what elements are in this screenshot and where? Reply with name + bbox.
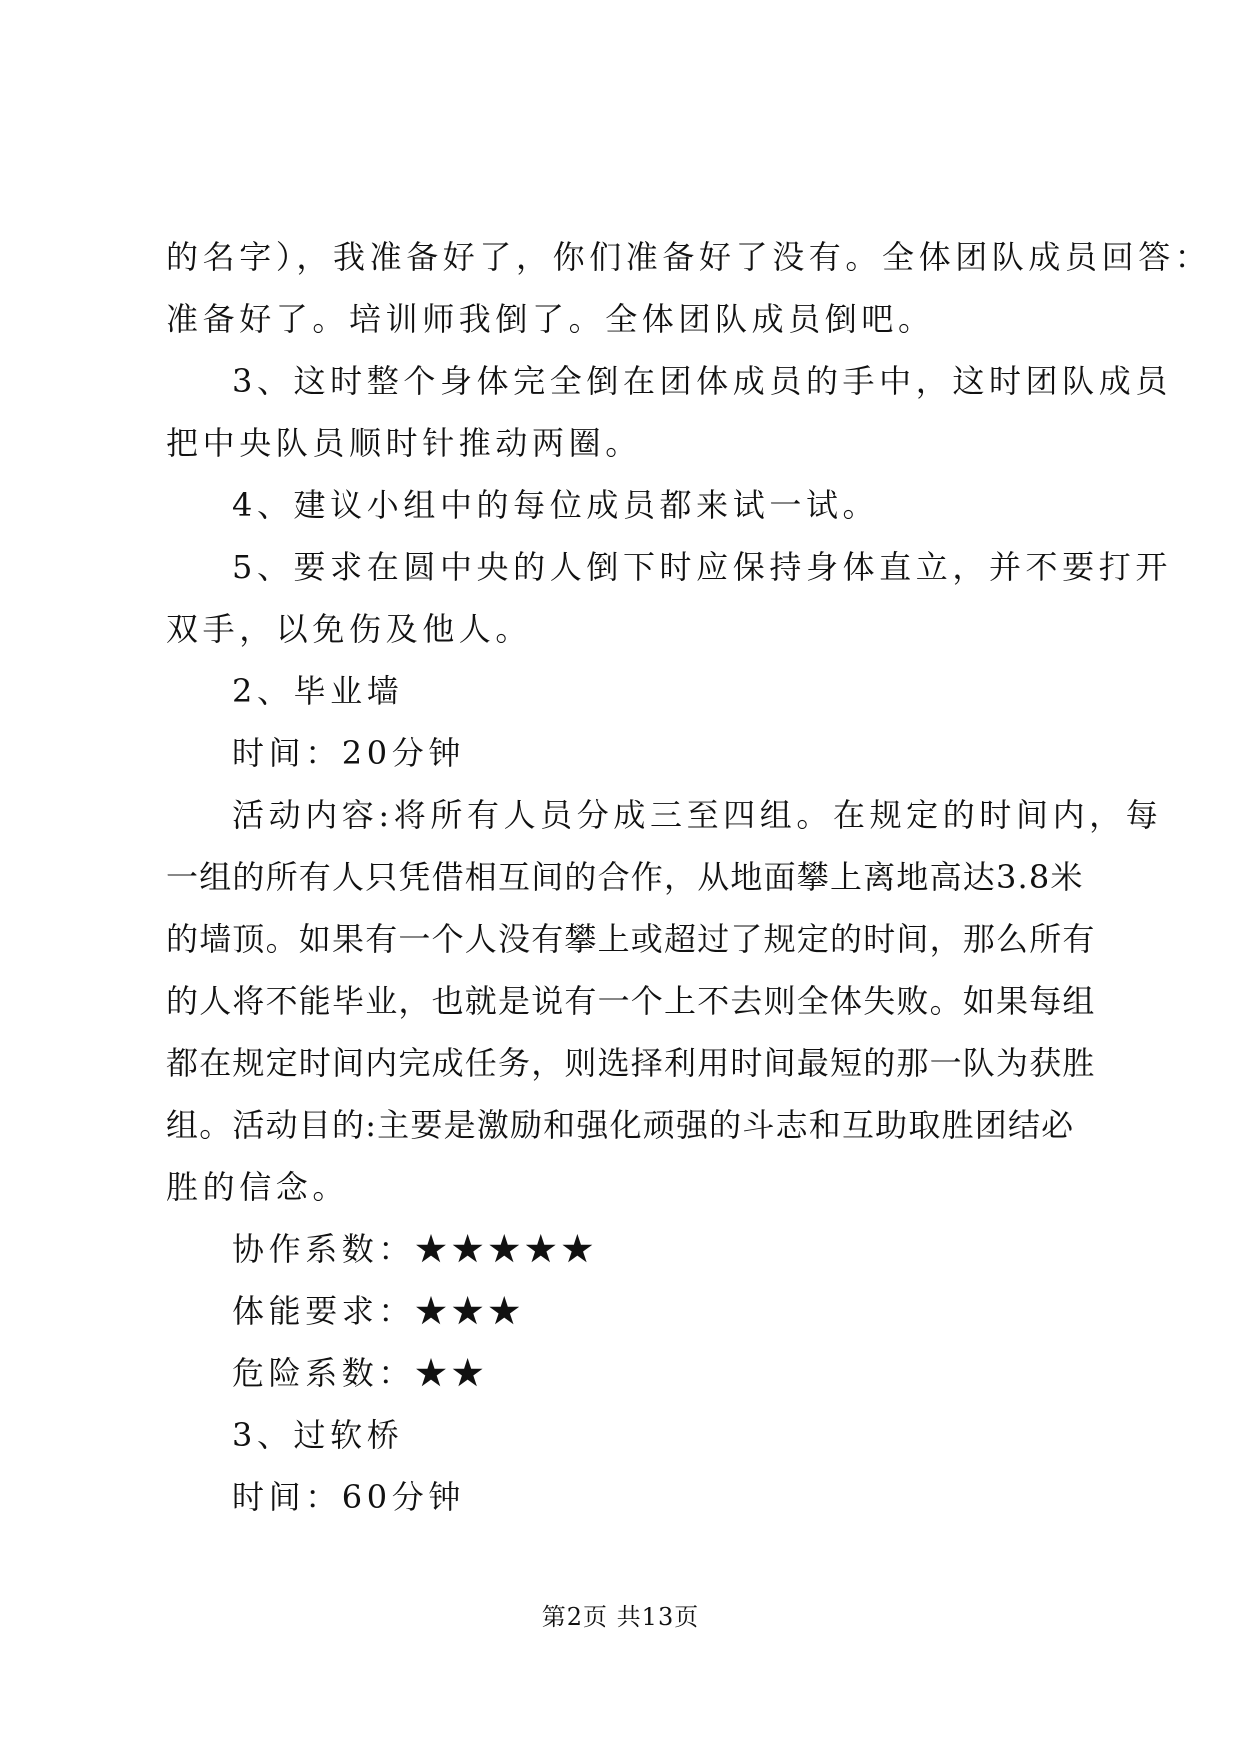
paragraph-line: 把中央队员顺时针推动两圈。 bbox=[166, 424, 642, 462]
paragraph-line: 3、这时整个身体完全倒在团体成员的手中，这时团队成员 bbox=[232, 362, 1172, 400]
section-heading: 3、过软桥 bbox=[232, 1416, 404, 1454]
time-line: 时间：20分钟 bbox=[232, 734, 465, 772]
paragraph-line: 5、要求在圆中央的人倒下时应保持身体直立，并不要打开 bbox=[232, 548, 1172, 586]
section-heading: 2、毕业墙 bbox=[232, 672, 404, 710]
paragraph-line: 一组的所有人只凭借相互间的合作，从地面攀上离地高达3.8米 bbox=[166, 858, 1084, 896]
rating-cooperation: 协作系数：★★★★★ bbox=[232, 1230, 599, 1268]
paragraph-line: 活动内容:将所有人员分成三至四组。在规定的时间内，每 bbox=[232, 796, 1163, 834]
paragraph-line: 的墙顶。如果有一个人没有攀上或超过了规定的时间，那么所有 bbox=[166, 920, 1096, 958]
paragraph-line: 4、建议小组中的每位成员都来试一试。 bbox=[232, 486, 880, 524]
rating-danger: 危险系数：★★ bbox=[232, 1354, 489, 1392]
paragraph-line: 的人将不能毕业，也就是说有一个上不去则全体失败。如果每组 bbox=[166, 982, 1096, 1020]
rating-fitness: 体能要求：★★★ bbox=[232, 1292, 525, 1330]
paragraph-line: 胜的信念。 bbox=[166, 1168, 350, 1206]
paragraph-line: 都在规定时间内完成任务，则选择利用时间最短的那一队为获胜 bbox=[166, 1044, 1096, 1082]
time-line: 时间：60分钟 bbox=[232, 1478, 465, 1516]
paragraph-line: 组。活动目的:主要是激励和强化顽强的斗志和互助取胜团结必 bbox=[166, 1106, 1075, 1144]
page-number-footer: 第2页 共13页 bbox=[541, 1603, 700, 1631]
paragraph-line: 的名字），我准备好了，你们准备好了没有。全体团队成员回答： bbox=[166, 238, 1212, 276]
paragraph-line: 准备好了。培训师我倒了。全体团队成员倒吧。 bbox=[166, 300, 935, 338]
document-body bbox=[166, 226, 1212, 1528]
paragraph-line: 双手，以免伤及他人。 bbox=[166, 610, 533, 648]
